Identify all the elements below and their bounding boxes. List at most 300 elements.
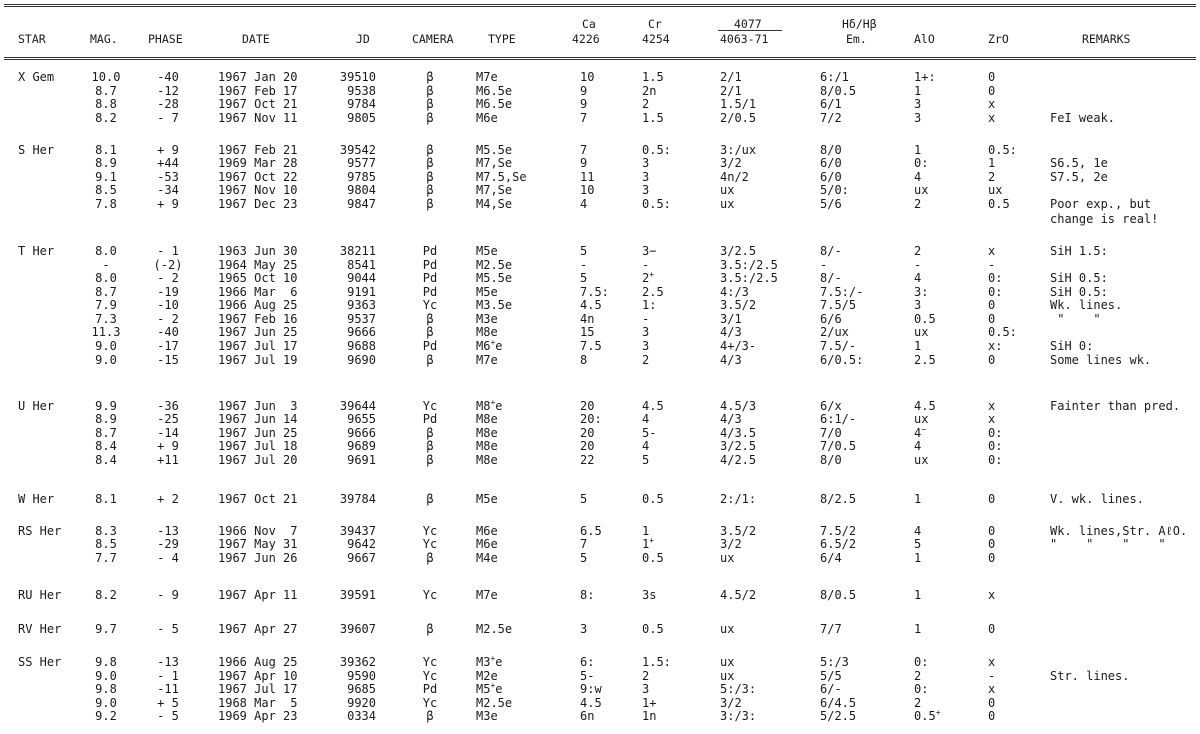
cell-zro	[988, 157, 995, 170]
cell-type-value: M8e	[476, 325, 498, 339]
cell-remarks-value: SiH 1.5:	[1050, 244, 1108, 258]
cell-alo	[914, 683, 928, 696]
cell-phase-value: +44	[157, 156, 179, 170]
cell-zro-value: 0:	[988, 439, 1003, 453]
cell-ratio-value: 4/2.5	[720, 453, 757, 467]
cell-alo	[914, 354, 936, 367]
cell-mag	[95, 299, 117, 312]
cell-jd-value: 9804	[347, 183, 376, 197]
cell-ca-value: 9	[580, 156, 588, 170]
cell-cr-value: 3	[642, 339, 650, 353]
star-name: RV Her	[18, 622, 62, 636]
cell-date	[218, 656, 297, 669]
cell-jd-value: 9785	[347, 170, 376, 184]
cell-hd	[820, 326, 849, 339]
cell-remarks-value: SiH 0:	[1050, 339, 1094, 353]
cell-jd-value: 9685	[347, 682, 376, 696]
cell-remarks	[1050, 198, 1151, 211]
cell-cr	[642, 340, 649, 353]
cell-remarks-value: FeI weak.	[1050, 111, 1116, 125]
cell-ratio-value: 4+/3-	[720, 339, 757, 353]
cell-cr	[642, 157, 649, 170]
cell-ratio-value: 3/2.5	[720, 244, 757, 258]
cell-date-value: 1967 Jun 26	[218, 551, 298, 565]
cell-remarks-value: Fainter than pred.	[1050, 399, 1181, 413]
cell-phase-value: -29	[157, 537, 179, 551]
cell-date	[218, 623, 297, 636]
cell-remarks	[1050, 313, 1101, 326]
cell-phase-value: - 1	[157, 669, 179, 683]
cell-zro-value: 0	[988, 622, 996, 636]
cell-alo-value: 2	[914, 669, 922, 683]
cell-hd	[820, 245, 842, 258]
cell-ca-value: 9	[580, 84, 588, 98]
cell-zro-value: 2	[988, 170, 996, 184]
cell-mag	[95, 552, 117, 565]
cell-hd	[820, 538, 856, 551]
cell-date-value: 1965 Oct 10	[218, 271, 298, 285]
cell-date-value: 1967 Feb 17	[218, 84, 298, 98]
cell-zro-value: 0:	[988, 426, 1003, 440]
cell-zro-value: 0	[988, 551, 996, 565]
cell-cr	[642, 623, 664, 636]
cell-phase-value: -10	[157, 298, 179, 312]
cell-phase-value: -40	[157, 70, 179, 84]
cell-mag-value: 8.0	[95, 244, 117, 258]
cell-ca-value: 4n	[580, 312, 595, 326]
cell-jd	[340, 589, 376, 602]
cell-zro-value: ux	[988, 183, 1003, 197]
cell-phase	[157, 98, 179, 111]
cell-alo-value: 1	[914, 84, 922, 98]
cell-remarks	[1050, 112, 1115, 125]
cell-ca-value: 20	[580, 399, 595, 413]
cell-cr-value: 1	[642, 524, 650, 538]
cell-hd	[820, 71, 849, 84]
cell-date-value: 1964 May 25	[218, 258, 298, 272]
cell-hd-value: 5/0:	[820, 183, 849, 197]
cell-camera	[423, 589, 437, 602]
cell-camera-value: β	[426, 197, 434, 211]
cell-ratio-value: 3.5/2	[720, 524, 757, 538]
cell-hd-value: 7/2	[820, 111, 842, 125]
cell-date-value: 1967 Apr 27	[218, 622, 298, 636]
cell-cr	[642, 493, 664, 506]
cell-ratio-value: 2/1	[720, 70, 742, 84]
cell-alo-value: 0.5	[914, 312, 936, 326]
cell-alo-value: 4	[914, 170, 922, 184]
cell-phase-value: - 1	[157, 244, 179, 258]
cell-ca-value: 10	[580, 183, 595, 197]
cell-cr-value: 1n	[642, 709, 657, 723]
cell-cr	[642, 440, 649, 453]
cell-ca-value: 9:w	[580, 682, 602, 696]
cell-ratio	[720, 326, 742, 339]
cell-mag-value: 7.9	[95, 298, 117, 312]
cell-ratio	[720, 493, 756, 506]
cell-type	[476, 245, 498, 258]
cell-date-value: 1967 Jan 20	[218, 70, 298, 84]
cell-camera-value: β	[426, 551, 434, 565]
cell-ratio	[720, 683, 756, 696]
cell-mag-value: 8.1	[95, 143, 117, 157]
cell-type-value: M6e	[476, 111, 498, 125]
cell-zro-value: x	[988, 655, 996, 669]
cell-ca	[580, 245, 587, 258]
cell-alo-value: -	[914, 258, 922, 272]
cell-date-value: 1967 Dec 23	[218, 197, 298, 211]
cell-remarks-value: " "	[1050, 312, 1101, 326]
cell-zro	[988, 493, 995, 506]
cell-ca	[580, 157, 587, 170]
cell-ratio-value: 4.5/3	[720, 399, 757, 413]
cell-remarks-value: Wk. lines.	[1050, 298, 1123, 312]
cell-ratio	[720, 184, 734, 197]
cell-phase	[157, 340, 179, 353]
header-remarks: REMARKS	[1082, 32, 1131, 46]
cell-date-value: 1968 Mar 5	[218, 696, 298, 710]
cell-phase-value: -13	[157, 524, 179, 538]
cell-remarks	[1050, 171, 1108, 184]
cell-camera-value: Pd	[422, 285, 438, 299]
cell-mag-value: 9.8	[95, 655, 117, 669]
cell-camera	[426, 326, 433, 339]
cell-cr-value: 3	[642, 156, 650, 170]
cell-type	[476, 340, 503, 353]
cell-jd-value: 9655	[347, 412, 376, 426]
cell-mag-value: 8.9	[95, 412, 117, 426]
cell-mag-value: 8.5	[95, 183, 117, 197]
cell-hd	[820, 112, 842, 125]
cell-phase-value: -12	[157, 84, 179, 98]
cell-ca	[580, 454, 594, 467]
cell-zro-value: x	[988, 399, 996, 413]
cell-ratio-value: ux	[720, 669, 735, 683]
cell-date	[218, 413, 297, 426]
cell-camera	[426, 552, 433, 565]
cell-cr-value: 4	[642, 412, 650, 426]
cell-date-value: 1969 Apr 23	[218, 709, 298, 723]
cell-mag	[95, 245, 117, 258]
cell-camera	[426, 454, 433, 467]
cell-cr	[642, 71, 664, 84]
header-type: TYPE	[488, 32, 516, 46]
cell-type-value: M5e	[476, 492, 498, 506]
cell-hd-value: 8/0	[820, 143, 842, 157]
cell-date	[218, 245, 297, 258]
cell-ratio-value: 4/3	[720, 325, 742, 339]
cell-ca-value: 5	[580, 551, 588, 565]
cell-ca-value: 6:	[580, 655, 595, 669]
cell-ratio	[720, 340, 756, 353]
cell-type	[476, 112, 498, 125]
cell-camera	[426, 198, 433, 211]
header-mag: MAG.	[90, 32, 118, 46]
cell-hd-value: 8/2.5	[820, 492, 857, 506]
cell-type-suffix: e	[495, 655, 503, 669]
cell-camera-value: β	[426, 353, 434, 367]
star-name: RU Her	[18, 588, 62, 602]
cell-jd	[347, 340, 376, 353]
cell-ca-value: 7	[580, 111, 588, 125]
cell-zro-value: 0	[988, 492, 996, 506]
cell-jd-value: 9577	[347, 156, 376, 170]
cell-ca	[580, 184, 594, 197]
cell-cr-value: 3	[642, 682, 650, 696]
cell-date	[218, 112, 297, 125]
cell-jd	[340, 493, 376, 506]
cell-type-value: M8e	[476, 426, 498, 440]
cell-cr	[642, 656, 671, 669]
cell-zro-value: x	[988, 682, 996, 696]
header-ca-bottom: 4226	[572, 32, 600, 46]
cell-cr	[642, 589, 656, 602]
cell-cr	[642, 354, 649, 367]
cell-cr-value: 4	[642, 439, 650, 453]
cell-jd-value: 9689	[347, 439, 376, 453]
cell-type-value: M5e	[476, 244, 498, 258]
cell-date-value: 1967 May 31	[218, 537, 298, 551]
cell-type	[476, 538, 498, 551]
cell-camera	[426, 71, 433, 84]
cell-type-value: M5	[476, 682, 491, 696]
cell-alo	[914, 656, 928, 669]
cell-remarks	[1050, 354, 1151, 367]
cell-cr-superscript: +	[649, 270, 655, 279]
cell-mag-value: -	[102, 258, 110, 272]
cell-camera-value: β	[426, 453, 434, 467]
cell-jd	[347, 683, 376, 696]
cell-alo	[914, 454, 928, 467]
cell-jd-value: 39591	[339, 588, 376, 602]
cell-jd-value: 9363	[347, 298, 376, 312]
star-name: U Her	[18, 399, 55, 413]
cell-jd-value: 9666	[347, 426, 376, 440]
cell-alo	[914, 112, 921, 125]
cell-zro	[988, 326, 1017, 339]
cell-type-suffix: e	[495, 399, 503, 413]
cell-alo	[914, 245, 921, 258]
cell-jd-value: 9784	[347, 97, 376, 111]
cell-date-value: 1967 Jul 17	[218, 339, 298, 353]
cell-alo-value: 1	[914, 143, 922, 157]
cell-mag-value: 7.7	[95, 551, 117, 565]
cell-type-value: M3e	[476, 709, 498, 723]
cell-alo-value: 4	[914, 524, 922, 538]
cell-camera-value: Yc	[422, 588, 438, 602]
cell-ratio	[720, 538, 742, 551]
cell-jd-value: 39362	[339, 655, 376, 669]
cell-hd	[820, 184, 849, 197]
cell-alo-value: 4.5	[914, 399, 936, 413]
cell-ratio	[720, 71, 742, 84]
header-star: STAR	[18, 32, 46, 46]
cell-date	[218, 589, 297, 602]
cell-zro	[988, 552, 995, 565]
cell-date-value: 1967 Jul 19	[218, 353, 298, 367]
cell-cr	[642, 112, 664, 125]
cell-zro	[988, 623, 995, 636]
cell-remarks	[1050, 157, 1108, 170]
cell-cr	[642, 299, 656, 312]
cell-ratio-value: 5:/3:	[720, 682, 757, 696]
cell-cr-value: 2	[642, 271, 650, 285]
cell-cr	[642, 272, 654, 285]
cell-mag-value: 8.1	[95, 492, 117, 506]
header-rule	[4, 57, 1196, 58]
cell-phase	[157, 354, 179, 367]
cell-cr	[642, 710, 656, 723]
cell-zro-value: x	[988, 588, 996, 602]
cell-hd-value: 8/-	[820, 271, 842, 285]
cell-hd	[820, 454, 842, 467]
cell-cr-value: 4.5	[642, 399, 664, 413]
cell-ca-value: 15	[580, 325, 595, 339]
cell-zro-value: x	[988, 244, 996, 258]
cell-hd	[820, 710, 856, 723]
cell-jd	[340, 71, 376, 84]
cell-phase-value: + 5	[157, 696, 179, 710]
cell-zro-value: 0	[988, 312, 996, 326]
cell-date	[218, 71, 297, 84]
cell-jd	[347, 112, 376, 125]
cell-alo-value: 4	[914, 271, 922, 285]
cell-ca	[580, 98, 587, 111]
cell-camera-value: β	[426, 183, 434, 197]
cell-camera-value: Pd	[422, 271, 438, 285]
cell-alo-value: 0:	[914, 156, 929, 170]
cell-phase	[157, 184, 179, 197]
cell-jd	[347, 552, 376, 565]
cell-hd-value: 6/x	[820, 399, 842, 413]
cell-phase-value: + 9	[157, 197, 179, 211]
cell-date-value: 1967 Jun 25	[218, 426, 298, 440]
cell-date	[218, 326, 297, 339]
cell-type-value: M8e	[476, 439, 498, 453]
cell-alo	[914, 623, 921, 636]
cell-phase	[157, 623, 179, 636]
cell-jd	[340, 623, 376, 636]
cell-cr-superscript: +	[649, 536, 655, 545]
cell-ratio-value: 3/1	[720, 312, 742, 326]
star-name: X Gem	[18, 70, 55, 84]
cell-zro	[988, 245, 995, 258]
header-cr-top: Cr	[648, 17, 662, 31]
header-camera: CAMERA	[412, 32, 454, 46]
cell-mag-value: 9.8	[95, 682, 117, 696]
cell-remarks-value: Poor exp., but	[1050, 197, 1152, 211]
cell-hd-value: 2/ux	[820, 325, 849, 339]
cell-cr-value: 1	[642, 537, 650, 551]
cell-alo-value: 5	[914, 537, 922, 551]
star-name: RS Her	[18, 524, 62, 538]
cell-jd	[340, 656, 376, 669]
cell-jd-value: 9847	[347, 197, 376, 211]
cell-ratio-value: 4/3.5	[720, 426, 757, 440]
cell-ca	[580, 656, 594, 669]
cell-jd-value: 8541	[347, 258, 376, 272]
cell-camera-value: β	[426, 156, 434, 170]
cell-mag-value: 7.8	[95, 197, 117, 211]
cell-camera-value: Yc	[422, 655, 438, 669]
cell-alo	[914, 589, 921, 602]
cell-date-value: 1967 Feb 16	[218, 312, 298, 326]
cell-camera	[426, 354, 433, 367]
cell-remarks	[1050, 538, 1166, 551]
cell-type-superscript: +	[490, 398, 496, 407]
cell-phase-value: - 5	[157, 622, 179, 636]
cell-jd-value: 9538	[347, 84, 376, 98]
cell-type	[476, 623, 512, 636]
cell-zro-value: x:	[988, 339, 1003, 353]
cell-mag	[95, 454, 117, 467]
cell-zro	[988, 413, 995, 426]
cell-hd-value: 6/0	[820, 156, 842, 170]
cell-camera	[426, 623, 433, 636]
cell-camera	[426, 710, 433, 723]
header-ratio-fraction-bar	[718, 30, 782, 31]
cell-hd-value: 7.5/2	[820, 524, 857, 538]
cell-alo-value: 0:	[914, 655, 929, 669]
cell-ratio-value: 3.5:/2.5	[720, 271, 778, 285]
cell-ca	[580, 326, 594, 339]
cell-remarks	[1050, 272, 1108, 285]
cell-alo-value: ux	[914, 453, 929, 467]
cell-alo	[914, 198, 921, 211]
cell-zro	[988, 354, 995, 367]
cell-alo-value: ux	[914, 412, 929, 426]
cell-zro-value: 0.5:	[988, 143, 1017, 157]
cell-cr-value: 1.5	[642, 111, 664, 125]
cell-phase	[157, 683, 179, 696]
cell-jd	[347, 184, 376, 197]
cell-jd-value: 9537	[347, 312, 376, 326]
cell-date	[218, 198, 297, 211]
cell-type-value: M8	[476, 399, 491, 413]
cell-jd	[347, 198, 376, 211]
cell-phase	[157, 245, 179, 258]
cell-date-value: 1963 Jun 30	[218, 244, 298, 258]
cell-ca-value: 8	[580, 353, 588, 367]
cell-type	[476, 656, 503, 669]
cell-type	[476, 98, 512, 111]
cell-hd-value: 6/6	[820, 312, 842, 326]
cell-ratio	[720, 710, 756, 723]
cell-jd-value: 9590	[347, 669, 376, 683]
cell-cr-value: 2	[642, 97, 650, 111]
cell-zro-value: -	[988, 669, 996, 683]
cell-cr	[642, 98, 649, 111]
cell-jd	[347, 326, 376, 339]
cell-ratio	[720, 299, 756, 312]
cell-mag-value: 9.2	[95, 709, 117, 723]
cell-zro-value: 0:	[988, 453, 1003, 467]
cell-date	[218, 354, 297, 367]
cell-mag	[95, 413, 117, 426]
cell-ratio	[720, 112, 756, 125]
cell-hd	[820, 354, 863, 367]
cell-ratio-value: ux	[720, 183, 735, 197]
cell-phase	[157, 272, 179, 285]
cell-camera-value: β	[426, 622, 434, 636]
cell-ratio	[720, 454, 756, 467]
header-alo: AlO	[914, 32, 935, 46]
cell-date	[218, 493, 297, 506]
cell-phase	[157, 413, 179, 426]
cell-mag	[95, 710, 117, 723]
cell-ca	[580, 683, 602, 696]
top-rule-double	[4, 6, 1196, 7]
